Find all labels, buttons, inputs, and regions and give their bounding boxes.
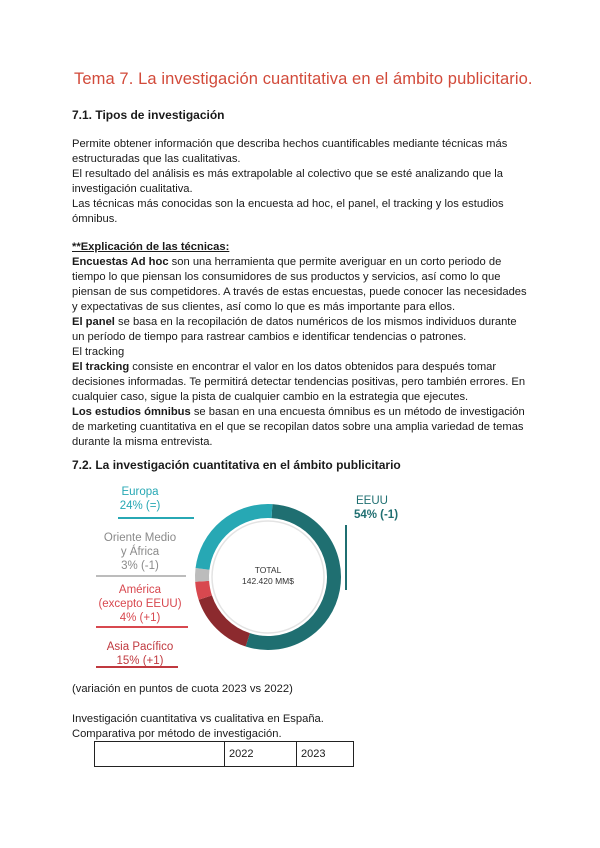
comparativa-text xyxy=(72,712,532,742)
label-oriente-share: 3% (-1) xyxy=(121,560,159,572)
section-heading-tipos: 7.1. Tipos de investigación xyxy=(72,108,225,122)
label-america-share: 4% (+1) xyxy=(119,612,161,624)
label-europa-share: 24% (=) xyxy=(119,500,161,512)
label-asia-name: Asia Pacífico xyxy=(106,641,174,653)
panel-text: se basa en la recopilación de datos numéricos de los mismos individuos durante un período de tiempo para rastrear cambios e identificar tendencias o patrones. xyxy=(72,316,517,343)
intro-paragraph: Permite obtener información que describa hechos cuantificables mediante técnicas más estructuradas que las cualitativas. xyxy=(72,138,508,165)
donut-slice-am-rica-excepto-eeuu- xyxy=(202,581,205,597)
label-eeuu-share: 54% (-1) xyxy=(353,509,399,521)
intro-paragraph: El resultado del análisis es más extrapolable al colectivo que se esté analizando que la investigación cualitativa. xyxy=(72,168,503,195)
table-header-cell xyxy=(95,742,225,767)
label-america-name-2: (excepto EEUU) xyxy=(98,598,182,610)
tracking-term: El tracking xyxy=(72,361,130,373)
label-eeuu-name: EEUU xyxy=(356,495,388,507)
donut-slice-europa xyxy=(202,511,271,569)
comparison-table xyxy=(94,741,354,767)
page-title: Tema 7. La investigación cuantitativa en el ámbito publicitario. xyxy=(74,70,533,88)
explicacion-heading: **Explicación de las técnicas: xyxy=(72,241,230,253)
comparativa-line: Comparativa por método de investigación. xyxy=(72,728,282,740)
panel-term: El panel xyxy=(72,316,115,328)
table-header-row xyxy=(95,742,354,767)
chart-center-label: TOTAL xyxy=(254,565,282,575)
tracking-plain: El tracking xyxy=(72,346,125,358)
omnibus-text: se basan en una encuesta ómnibus es un método de investigación de marketing cuantitativa en el que se recopilan datos sobre una amplia variedad de temas durante la misma entrevista. xyxy=(72,406,525,448)
label-oriente-name-2: y África xyxy=(120,546,160,558)
chart-center-value: 142.420 MM$ xyxy=(242,576,294,586)
section-heading-publicitario: 7.2. La investigación cuantitativa en el ámbito publicitario xyxy=(72,458,401,472)
label-oriente-name: Oriente Medio xyxy=(103,532,177,544)
adhoc-text: son una herramienta que permite averiguar en un corto periodo de tiempo lo que piensan los consumidores de sus productos y servicios, así como lo que piensan de sus competidores. A través de estas encuestas, puede conocer las necesidades y expectativas de sus clientes, así como lo que es más importante para ellos. xyxy=(72,256,527,313)
label-europa-name: Europa xyxy=(121,486,159,498)
donut-slice-asia-pac-fico xyxy=(205,598,247,640)
label-america-name: América xyxy=(118,584,162,596)
chart-caption: (variación en puntos de cuota 2023 vs 2022) xyxy=(72,683,293,695)
adhoc-term: Encuestas Ad hoc xyxy=(72,256,169,268)
omnibus-term: Los estudios ómnibus xyxy=(72,406,191,418)
tracking-text: consiste en encontrar el valor en los datos obtenidos para después tomar decisiones informadas. Te permitirá detectar tendencias positivas, pero también errores. En cualquier caso, sigue la pista de cualquier cambio en la estrategia que ejecutes. xyxy=(72,361,526,403)
table-header-cell: 2022 xyxy=(225,742,297,767)
intro-paragraph: Las técnicas más conocidas son la encuesta ad hoc, el panel, el tracking y los estudios ómnibus. xyxy=(72,198,504,225)
table-header-cell: 2023 xyxy=(297,742,354,767)
comparativa-line: Investigación cuantitativa vs cualitativa en España. xyxy=(72,713,324,725)
label-asia-share: 15% (+1) xyxy=(116,655,164,667)
